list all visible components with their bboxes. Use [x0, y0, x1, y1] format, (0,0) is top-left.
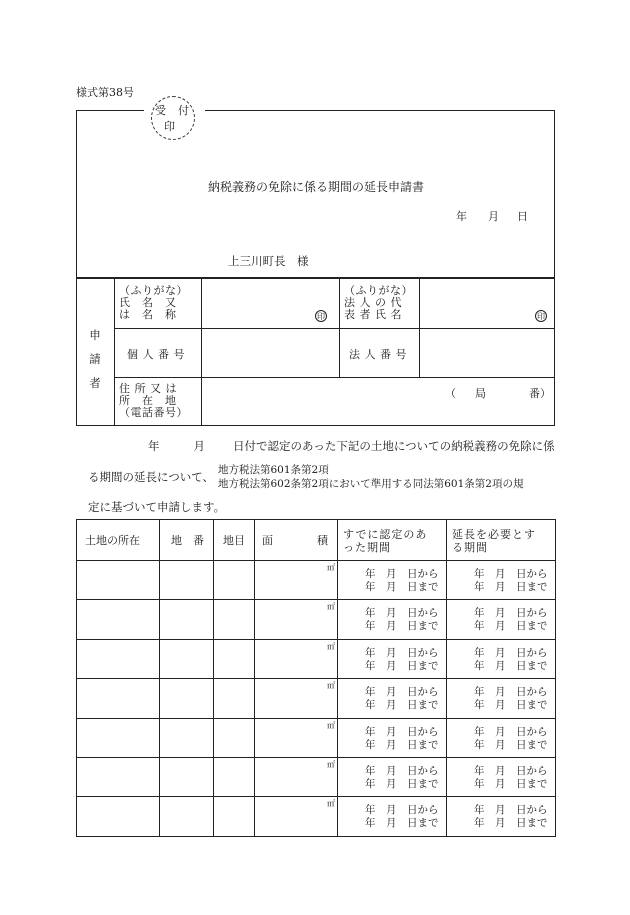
- row-divider: [77, 757, 555, 758]
- body-line-3: 定に基づいて申請します。: [88, 500, 226, 514]
- header-extension-period: 延長を必要とす る期間: [452, 528, 536, 554]
- addressee: 上三川町長 様: [228, 254, 309, 268]
- header-lot-number: 地 番: [171, 534, 204, 547]
- stamp-char-2: 付: [178, 104, 189, 117]
- address-label: 住 所 又 は 所 在 地 （電話番号）: [119, 382, 188, 419]
- date-day: 日: [517, 210, 528, 223]
- row-divider: [77, 639, 555, 640]
- phone-exchange-label: 局: [475, 387, 486, 400]
- date-year: 年: [456, 210, 467, 223]
- side-char: 申: [89, 328, 101, 342]
- seal-mark: 印: [537, 312, 545, 321]
- representative-label: （ふりがな） 法 人 の 代 表 者 氏 名: [344, 284, 413, 321]
- phone-number-label: 番）: [529, 387, 551, 400]
- header-land-category: 地目: [223, 534, 245, 547]
- law-option-1: 地方税法第601条第2項: [218, 464, 329, 476]
- stamp-char-1: 受: [155, 104, 166, 117]
- area-unit: ㎡: [327, 602, 335, 612]
- body-month: 月: [193, 439, 205, 453]
- area-unit: ㎡: [327, 720, 335, 730]
- phone-open-paren: （: [445, 387, 456, 400]
- certified-period-dates: 年 月 日から 年 月 日まで: [365, 804, 439, 830]
- extension-period-dates: 年 月 日から 年 月 日まで: [474, 568, 548, 593]
- grid-line: [114, 328, 554, 329]
- certified-period-dates: 年 月 日から 年 月 日まで: [365, 686, 439, 712]
- extension-period-dates: 年 月 日から 年 月 日まで: [474, 646, 548, 672]
- header-certified-period: すでに認定のあ った期間: [343, 528, 428, 554]
- law-option-2: 地方税法第602条第2項において準用する同法第601条第2項の規: [218, 478, 524, 490]
- extension-period-dates: 年 月 日から 年 月 日まで: [474, 607, 548, 633]
- header-location: 土地の所在: [85, 534, 140, 547]
- extension-period-dates: 年 月 日から 年 月 日まで: [474, 765, 548, 790]
- area-unit: ㎡: [327, 760, 335, 769]
- extension-period-dates: 年 月 日から 年 月 日まで: [474, 804, 548, 830]
- certified-period-dates: 年 月 日から 年 月 日まで: [365, 607, 439, 633]
- certified-period-dates: 年 月 日から 年 月 日まで: [365, 725, 439, 751]
- extension-period-dates: 年 月 日から 年 月 日まで: [474, 686, 548, 712]
- area-unit: ㎡: [327, 799, 335, 809]
- corporate-number-label: 法 人 番 号: [349, 348, 407, 361]
- personal-number-label: 個 人 番 号: [127, 348, 185, 361]
- side-char: 者: [89, 376, 101, 390]
- certified-period-dates: 年 月 日から 年 月 日まで: [365, 568, 439, 593]
- date-month: 月: [488, 210, 499, 223]
- grid-line: [114, 377, 554, 378]
- certified-period-dates: 年 月 日から 年 月 日まで: [365, 646, 439, 672]
- applicant-side-label: [85, 323, 105, 395]
- grid-line: [114, 279, 115, 425]
- document-title: 納税義務の免除に係る期間の延長申請書: [208, 180, 425, 194]
- row-divider: [77, 718, 555, 719]
- body-line-1: [148, 438, 555, 454]
- area-unit: ㎡: [327, 681, 335, 691]
- header-area: 面 積: [262, 534, 328, 547]
- row-divider: [77, 796, 555, 797]
- body-text: 日付で認定のあった下記の土地についての納税義務の免除に係: [233, 439, 555, 453]
- area-unit: ㎡: [327, 563, 335, 572]
- stamp-char-3: 印: [164, 120, 175, 133]
- area-unit: ㎡: [327, 641, 335, 651]
- extension-period-dates: 年 月 日から 年 月 日まで: [474, 725, 548, 751]
- body-line-2: る期間の延長について、: [88, 470, 215, 484]
- grid-line: [201, 279, 202, 425]
- side-char: 請: [89, 352, 101, 366]
- name-label: （ふりがな） 氏 名 又 は 名 称: [119, 284, 188, 321]
- applicant-table: [76, 278, 555, 426]
- row-divider: [77, 560, 555, 561]
- certified-period-dates: 年 月 日から 年 月 日まで: [365, 765, 439, 790]
- form-number: 様式第38号: [76, 86, 134, 99]
- land-table: [76, 519, 556, 837]
- seal-mark: 印: [317, 312, 325, 321]
- row-divider: [77, 678, 555, 679]
- row-divider: [77, 599, 555, 600]
- body-year: 年: [148, 439, 160, 453]
